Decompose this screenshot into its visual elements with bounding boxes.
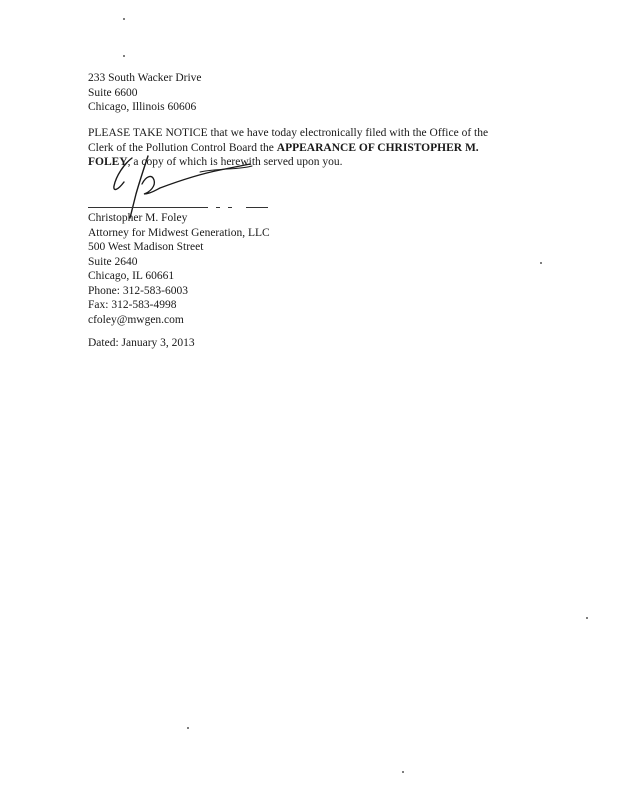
signature-line-dash [216,207,220,208]
notice-document-title: APPEARANCE OF CHRISTOPHER M. [276,141,479,154]
scan-speck [402,771,404,773]
scan-speck [540,262,542,264]
signer-street: 500 West Madison Street [88,241,204,253]
signer-city: Chicago, IL 60661 [88,270,175,282]
dated-text: Dated: January 3, 2013 [88,337,195,349]
signature-line-dash [228,207,232,208]
recipient-address [88,71,202,115]
signer-email: cfoley@mwgen.com [88,313,184,326]
address-suite: Suite 6600 [88,86,138,99]
scan-speck [123,55,125,57]
signature-block [88,211,270,327]
signature-line-end [246,207,268,208]
signature-line [88,207,208,208]
signer-suite: Suite 2640 [88,255,138,268]
notice-line-2-text: Clerk of the Pollution Control Board the [88,141,277,154]
notice-line-3-text: , a copy of which is herewith served upon you. [127,156,343,168]
scan-speck [123,18,125,20]
signer-name: Christopher M. Foley [88,212,188,224]
address-city: Chicago, Illinois 60606 [88,101,197,113]
dated-line [88,336,195,351]
notice-line-1: PLEASE TAKE NOTICE that we have today electronically filed with the Office of the [88,127,489,139]
signer-phone: Phone: 312-583-6003 [88,284,188,297]
address-street: 233 South Wacker Drive [88,72,202,84]
signer-fax: Fax: 312-583-4998 [88,299,177,311]
signer-title: Attorney for Midwest Generation, LLC [88,226,270,239]
scan-speck [187,727,189,729]
scan-speck [586,617,588,619]
notice-document-title-cont: FOLEY [88,156,128,168]
